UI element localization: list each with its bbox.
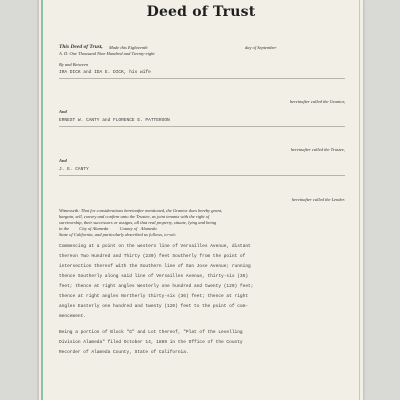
lot-line-1: Being a portion of Block "G" and Lot thereof, "Plat of the Levelling bbox=[59, 330, 243, 335]
right-margin-line bbox=[359, 0, 360, 400]
witnesseth-line-3: survivorship, their successors or assigns, all that real property, situate, lying and being bbox=[59, 220, 217, 225]
lender-role: hereinafter called the Lender. bbox=[291, 197, 345, 202]
description-line-2: thereon Two Hundred and Thirty (230) feet Southerly from the point of bbox=[59, 254, 246, 259]
lender-line bbox=[59, 175, 345, 176]
grantor-names: IRA DICK and IDA E. DICK, his wife bbox=[59, 70, 151, 75]
description-line-8: mencement. bbox=[59, 314, 87, 319]
trustee-line bbox=[59, 126, 345, 127]
description-line-7: angles Easterly one hundred and twenty (120) feet to the point of com- bbox=[59, 304, 249, 309]
grantor-line bbox=[59, 78, 345, 79]
description-line-6: thence at right angles Northerly thirty-six (36) feet; thence at right bbox=[59, 294, 249, 299]
witnesseth-line-4: in the City of Alameda County of Alameda bbox=[59, 226, 157, 231]
document-title: Deed of Trust bbox=[146, 4, 256, 20]
witnesseth-line-2: bargain, sell, convey and confirm unto the Trustee, as joint tenants with the right of bbox=[59, 214, 210, 219]
and-label-1: And bbox=[59, 109, 67, 114]
opening-made: Made this Eighteenth bbox=[109, 45, 148, 50]
description-line-1: Commencing at a point on the western line of Versailles Avenue, distant bbox=[59, 244, 251, 249]
left-margin-line bbox=[41, 0, 43, 400]
witnesseth-line-1: Witnesseth: That for considerations hereinafter mentioned, the Grantor does hereby grant, bbox=[59, 208, 223, 213]
lot-line-2: Division Alameda" filed October 14, 1889 in the Office of the County bbox=[59, 340, 243, 345]
by-and-between: By and Between bbox=[59, 62, 88, 67]
witnesseth-line-5: State of California, and particularly described as follows, to-wit: bbox=[59, 232, 177, 237]
lot-line-3: Recorder of Alameda County, State of California. bbox=[59, 350, 189, 355]
trustee-role: hereinafter called the Trustee, bbox=[290, 147, 345, 152]
opening-year: A. D. One Thousand Nine Hundred and Twenty-eight bbox=[59, 51, 155, 56]
opening-lead: This Deed of Trust, bbox=[59, 44, 103, 50]
and-label-2: And bbox=[59, 158, 67, 163]
description-line-5: feet; thence at right angles Westerly one hundred and twenty (120) feet; bbox=[59, 284, 254, 289]
opening-day-of: day of September bbox=[245, 45, 277, 50]
grantor-role: hereinafter called the Grantor, bbox=[289, 99, 345, 104]
deed-sheet bbox=[38, 0, 364, 400]
trustee-names: ERNEST W. CANTY and FLORENCE E. PATTERSON bbox=[59, 118, 170, 123]
lender-names: J. E. CANTY bbox=[59, 167, 89, 172]
description-line-3: intersection thereof with the Southern line of San Jose Avenue; running bbox=[59, 264, 251, 269]
description-line-4: thence Southerly along said line of Versailles Avenue, thirty-six (36) bbox=[59, 274, 249, 279]
